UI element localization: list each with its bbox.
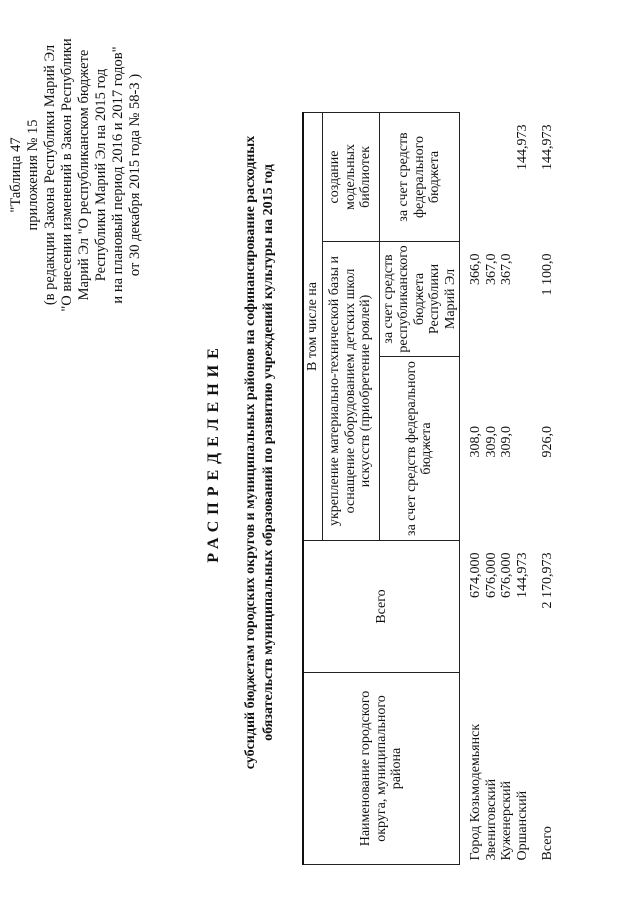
header-line: и на плановый период 2016 и 2017 годов" <box>110 46 126 304</box>
cell-a-federal: 309,0 <box>483 426 499 458</box>
cell-a-republic: 367,0 <box>499 253 514 285</box>
cell-name: Звениговский <box>483 778 499 861</box>
cell-b-federal: 144,973 <box>540 124 555 170</box>
cell-total: 674,000 <box>468 552 483 598</box>
cell-total: 676,000 <box>499 552 514 598</box>
col-header-b-federal: за счет средств федерального бюджета <box>379 113 460 242</box>
header-line: "Таблица 47 <box>8 137 24 213</box>
cell-a-republic: 366,0 <box>468 253 483 285</box>
cell-a-federal <box>515 357 531 462</box>
document-subtitle-line: обязательств муниципальных образований по развитию учреждений культуры на 2015 год <box>261 164 276 741</box>
cell-a-republic: 367,0 <box>483 253 499 285</box>
cell-total: 676,000 <box>483 552 499 598</box>
table-row <box>515 113 531 865</box>
cell-a-federal: 309,0 <box>499 426 514 458</box>
cell-total: 144,973 <box>514 552 530 598</box>
cell-total: 2 170,973 <box>540 552 555 609</box>
cell-name: Оршанский <box>514 790 530 861</box>
col-header-including: В том числе на <box>303 113 322 541</box>
table-row <box>468 113 484 865</box>
document-subtitle-line: субсидий бюджетам городских округов и муниципальных районов на софинансирование расходных <box>243 135 258 770</box>
cell-b-federal <box>499 113 515 242</box>
col-header-name: Наименование городского округа, муниципального района <box>303 673 460 865</box>
col-header-group-b: создание модельных библиотек <box>322 113 379 242</box>
cell-name: Всего <box>540 826 555 861</box>
col-header-total: Всего <box>303 541 460 673</box>
header-line: приложения № 15 <box>25 119 41 231</box>
cell-a-republic: 1 100,0 <box>540 253 555 296</box>
header-line: Республики Марий Эл на 2015 год <box>93 68 109 282</box>
header-line: Марий Эл "О республиканском бюджете <box>76 49 92 301</box>
appendix-header <box>8 5 144 345</box>
cell-name: Город Козьмодемьянск <box>468 723 483 861</box>
table-row <box>499 113 515 865</box>
header-line: "О внесении изменений в Закон Республики <box>59 38 75 312</box>
table-row <box>484 113 500 865</box>
col-header-a-republic: за счет средств республиканского бюджета Республики Марий Эл <box>379 242 460 357</box>
cell-b-federal <box>484 113 500 242</box>
header-line: от 30 декабря 2015 года № 58-З ) <box>127 73 143 277</box>
subsidy-table <box>302 112 556 865</box>
cell-a-republic <box>515 242 531 357</box>
table-total-row <box>530 113 556 865</box>
col-header-a-federal: за счет средств федерального бюджета <box>379 357 460 541</box>
cell-b-federal: 144,973 <box>514 124 530 170</box>
cell-a-federal: 308,0 <box>468 426 483 458</box>
col-header-group-a: укрепление материально-технической базы и оснащение оборудованием детских школ искусств (приобретение роялей) <box>322 242 379 541</box>
document-title: РАСПРЕДЕЛЕНИЕ <box>205 342 222 563</box>
header-line: (в редакции Закона Республики Марий Эл <box>42 44 58 306</box>
cell-a-federal: 926,0 <box>540 426 555 458</box>
cell-name: Куженерский <box>499 780 514 861</box>
cell-b-federal <box>468 113 484 242</box>
